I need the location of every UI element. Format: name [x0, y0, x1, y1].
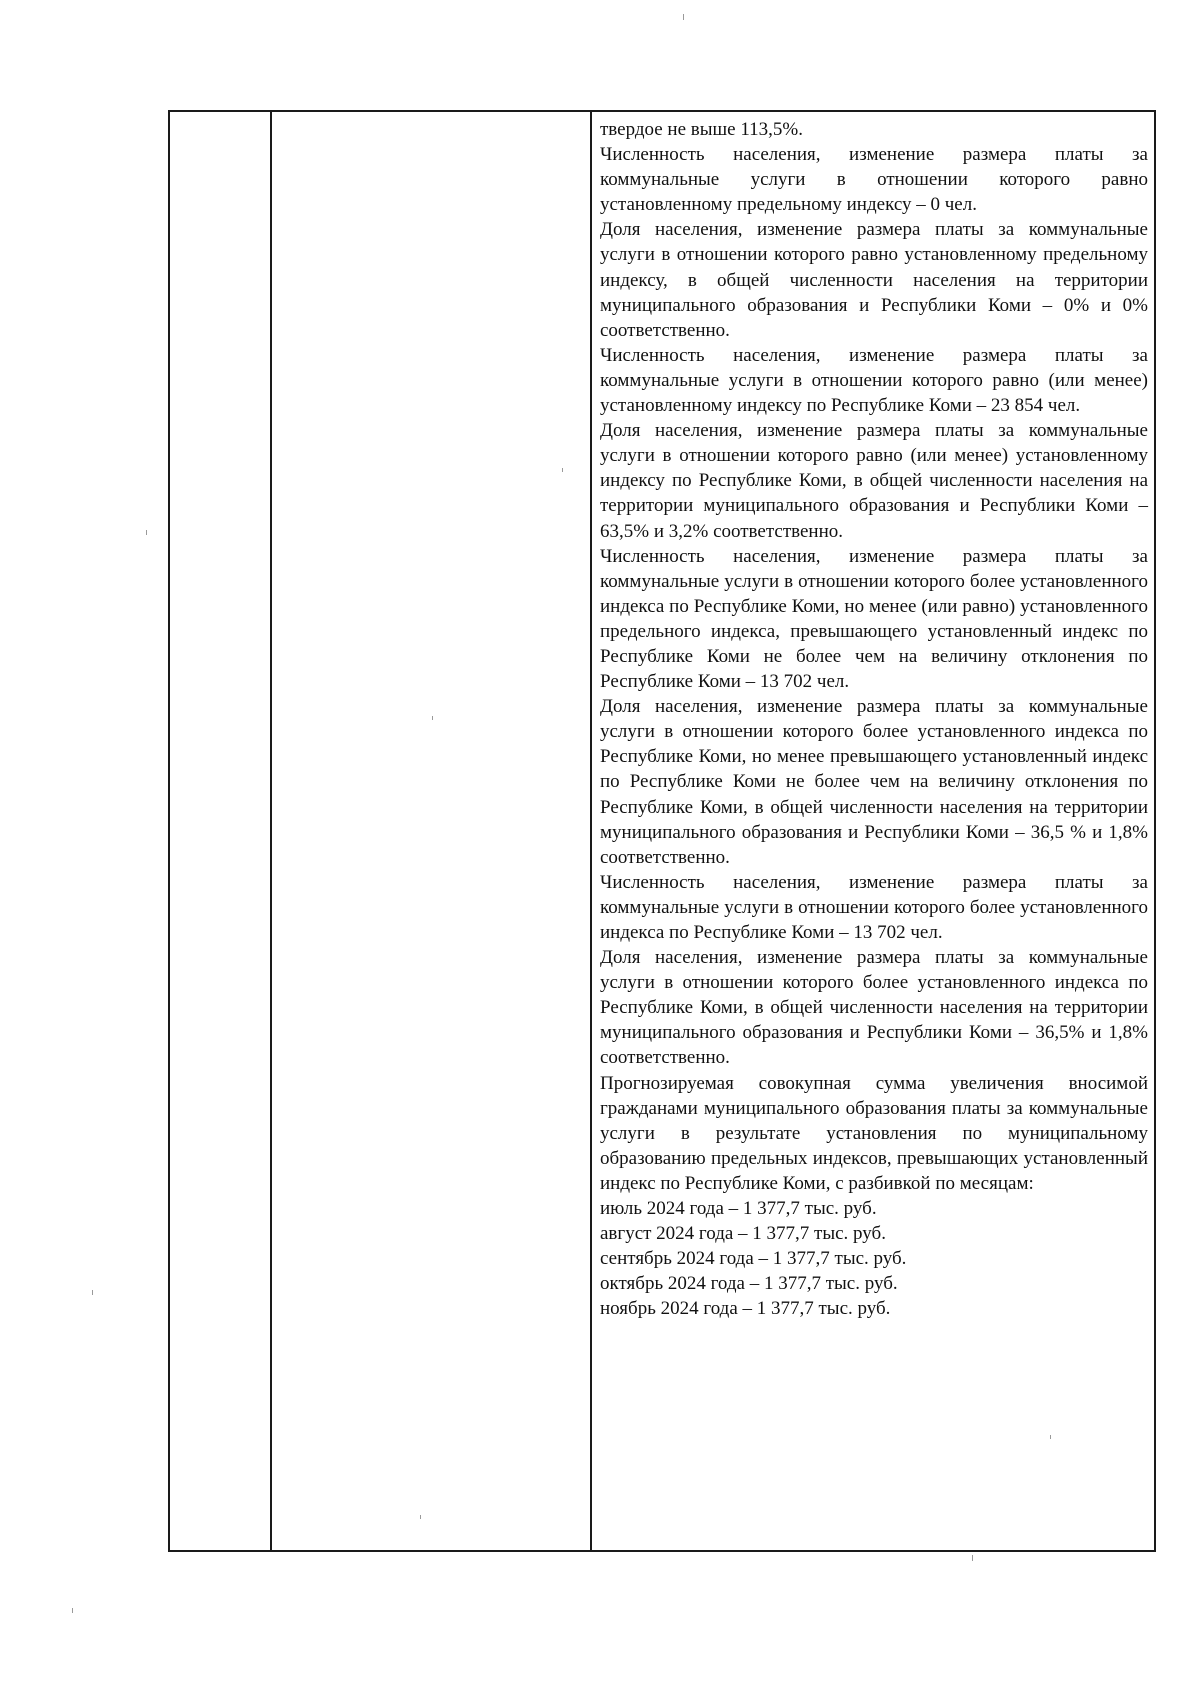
scan-speck [72, 1608, 73, 1613]
monthly-line: сентябрь 2024 года – 1 377,7 тыс. руб. [600, 1248, 907, 1270]
scan-speck [972, 1555, 973, 1561]
scan-speck [562, 468, 563, 472]
monthly-line: июль 2024 года – 1 377,7 тыс. руб. [600, 1198, 877, 1220]
monthly-line: ноябрь 2024 года – 1 377,7 тыс. руб. [600, 1298, 891, 1320]
paragraph: твердое не выше 113,5%. [600, 119, 803, 140]
paragraph: Численность населения, изменение размера платы за коммунальные услуги в отношении которого равно (или менее) установленному индексу по Республике Коми – 23 854 чел. [600, 344, 1148, 417]
paragraph: Доля населения, изменение размера платы за коммунальные услуги в отношении которого более установленного индекса по Республике Коми, в общей численности населения на территории муниципального образования и Республики Коми – 36,5% и 1,8% соответственно. [600, 947, 1148, 1069]
paragraph: Доля населения, изменение размера платы за коммунальные услуги в отношении которого равно (или менее) установленному индексу по Республике Коми, в общей численности населения на территории муниципального образования и Республики Коми – 63,5% и 3,2% соответственно. [600, 420, 1148, 542]
paragraph: Доля населения, изменение размера платы за коммунальные услуги в отношении которого равно установленному предельному индексу, в общей численности населения на территории муниципального образования и Республики Коми – 0% и 0% соответственно. [600, 219, 1148, 341]
paragraph: Доля населения, изменение размера платы за коммунальные услуги в отношении которого более установленного индекса по Республике Коми, но менее превышающего установленный индекс по Республике Коми не более чем на величину отклонения по Республике Коми, в общей численности населения на территории муниципального образования и Республики Коми – 36,5 % и 1,8% соответственно. [600, 696, 1148, 868]
paragraph: Численность населения, изменение размера платы за коммунальные услуги в отношении которого более установленного индекса по Республике Коми, но менее (или равно) установленного предельного индекса, превышающего установленный индекс по Республике Коми не более чем на величину отклонения по Республике Коми – 13 702 чел. [600, 545, 1148, 693]
scan-speck [432, 716, 433, 720]
column-divider-2 [590, 112, 592, 1550]
monthly-line: октябрь 2024 года – 1 377,7 тыс. руб. [600, 1273, 898, 1295]
scan-speck [1050, 1435, 1051, 1439]
paragraph: Численность населения, изменение размера платы за коммунальные услуги в отношении которого более установленного индекса по Республике Коми – 13 702 чел. [600, 871, 1148, 943]
scan-speck [683, 14, 684, 20]
document-table [168, 110, 1156, 1552]
table-cell-content [600, 117, 1148, 1322]
paragraph: Прогнозируемая совокупная сумма увеличения вносимой гражданами муниципального образования платы за коммунальные услуги в результате установления по муниципальному образованию предельных индексов, превышающих установленный индекс по Республике Коми, с разбивкой по месяцам: [600, 1072, 1148, 1194]
monthly-line: август 2024 года – 1 377,7 тыс. руб. [600, 1223, 886, 1245]
scan-speck [420, 1515, 421, 1519]
paragraph: Численность населения, изменение размера платы за коммунальные услуги в отношении которого равно установленному предельному индексу – 0 чел. [600, 144, 1148, 216]
column-divider-1 [270, 112, 272, 1550]
scan-speck [92, 1290, 93, 1295]
scan-speck [146, 530, 147, 535]
